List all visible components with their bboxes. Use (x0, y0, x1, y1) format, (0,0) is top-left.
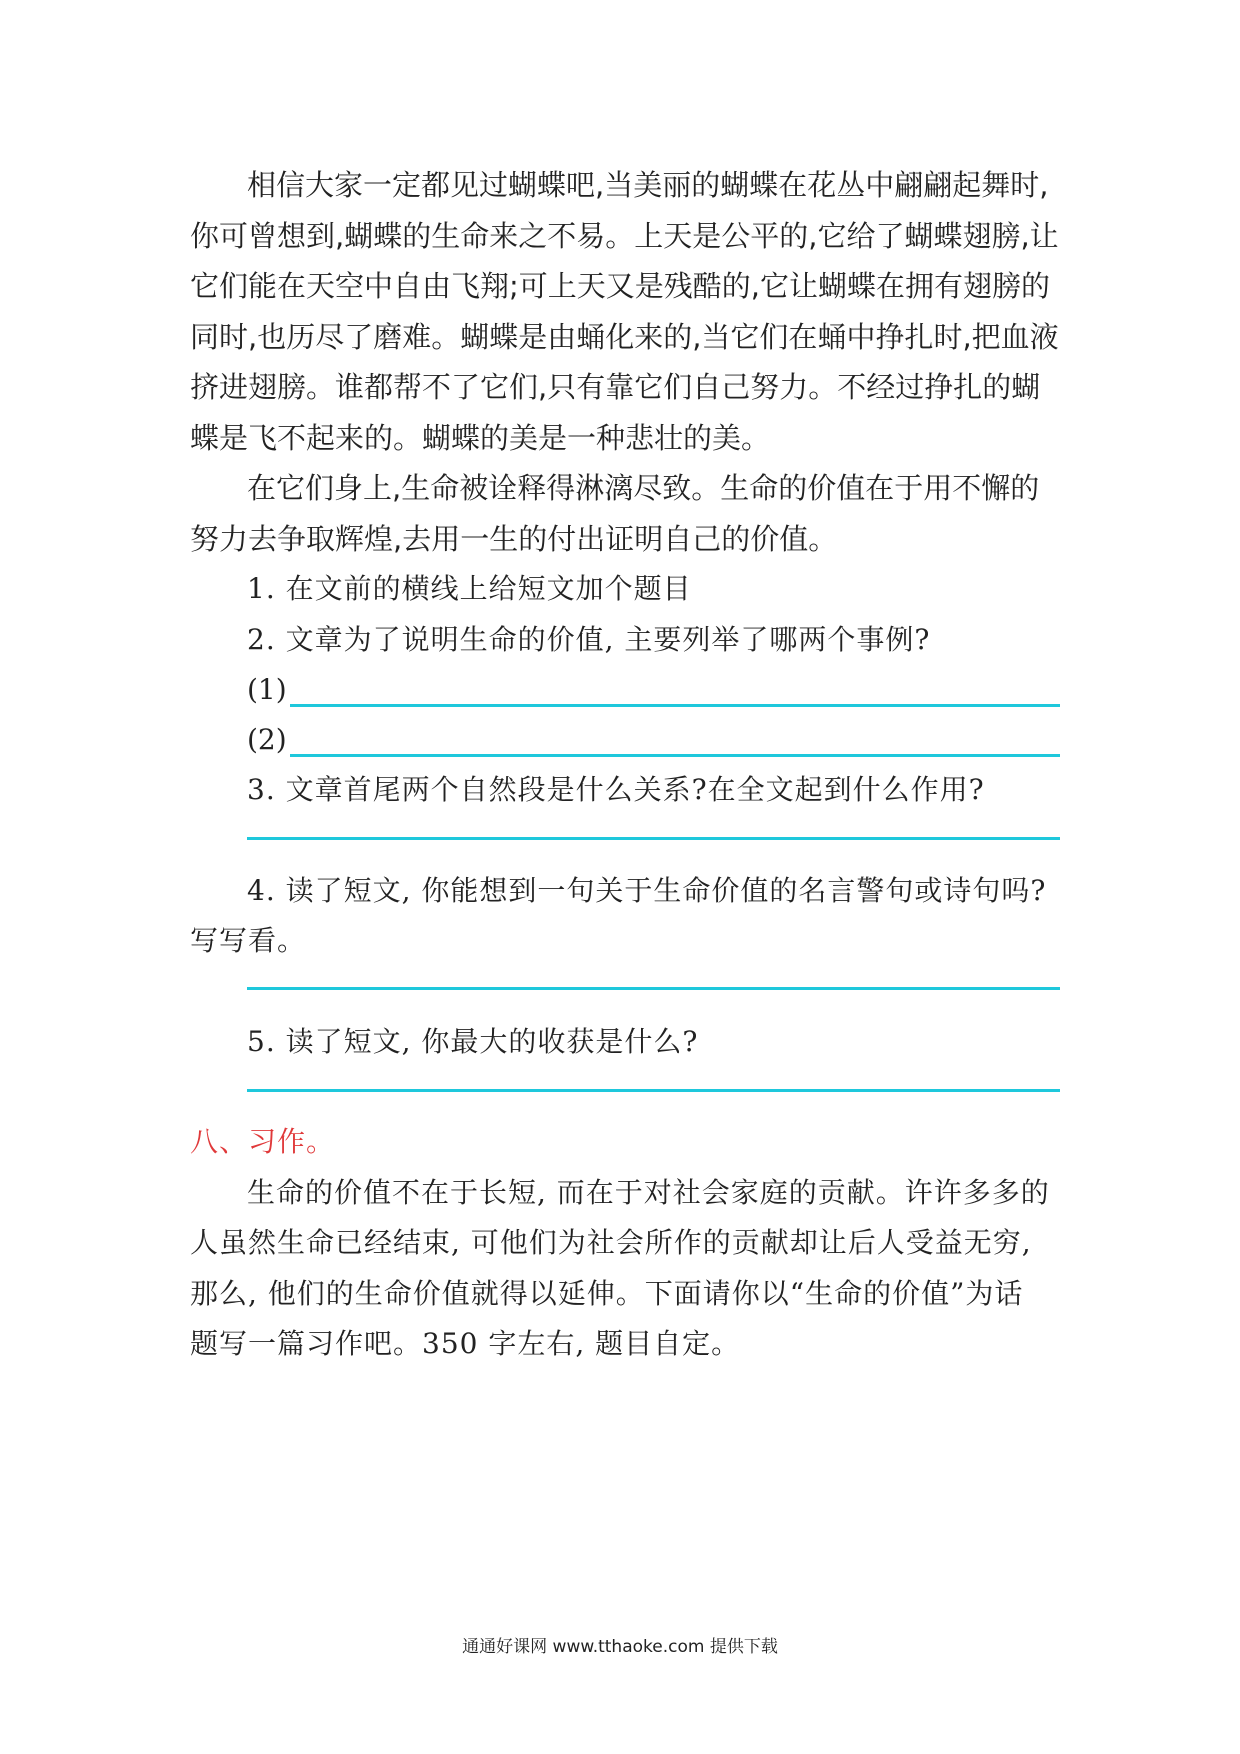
passage-line: 你可曾想到,蝴蝶的生命来之不易。上天是公平的,它给了蝴蝶翅膀,让 (190, 219, 1059, 253)
passage-line: 努力去争取辉煌,去用一生的付出证明自己的价值。 (190, 522, 838, 556)
answer-line[interactable] (290, 704, 1060, 707)
passage-line: 相信大家一定都见过蝴蝶吧,当美丽的蝴蝶在花丛中翩翩起舞时, (247, 168, 1049, 202)
passage-line: 同时,也历尽了磨难。蝴蝶是由蛹化来的,当它们在蛹中挣扎时,把血液 (190, 320, 1059, 354)
answer-row-1 (190, 670, 1060, 710)
footer-credit: 通通好课网 www.tthaoke.com 提供下载 (462, 1637, 778, 1657)
passage-line: 在它们身上,生命被诠释得淋漓尽致。生命的价值在于用不懈的 (247, 471, 1040, 505)
section-heading: 八、习作。 (190, 1125, 336, 1158)
answer-line[interactable] (290, 754, 1060, 757)
answer-label-2: (2) (247, 723, 287, 756)
answer-line[interactable] (247, 1089, 1060, 1092)
question-3: 3. 文章首尾两个自然段是什么关系?在全文起到什么作用? (247, 773, 985, 806)
question-2: 2. 文章为了说明生命的价值, 主要列举了哪两个事例? (247, 623, 931, 656)
passage-line: 蝶是飞不起来的。蝴蝶的美是一种悲壮的美。 (190, 421, 771, 455)
question-5: 5. 读了短文, 你最大的收获是什么? (247, 1025, 699, 1058)
prompt-line: 题写一篇习作吧。350 字左右, 题目自定。 (190, 1327, 741, 1360)
prompt-line: 人虽然生命已经结束, 可他们为社会所作的贡献却让后人受益无穷, (190, 1226, 1032, 1259)
answer-line[interactable] (247, 987, 1060, 990)
question-1: 1. 在文前的横线上给短文加个题目 (247, 572, 692, 605)
question-4: 4. 读了短文, 你能想到一句关于生命价值的名言警句或诗句吗? (247, 874, 1047, 907)
passage-line: 挤进翅膀。谁都帮不了它们,只有靠它们自己努力。不经过挣扎的蝴 (190, 370, 1041, 404)
prompt-line: 生命的价值不在于长短, 而在于对社会家庭的贡献。许许多多的 (247, 1176, 1050, 1209)
prompt-line: 那么, 他们的生命价值就得以延伸。下面请你以“生命的价值”为话 (190, 1277, 1024, 1310)
passage-line: 它们能在天空中自由飞翔;可上天又是残酷的,它让蝴蝶在拥有翅膀的 (190, 269, 1050, 303)
answer-label-1: (1) (247, 673, 287, 706)
answer-line[interactable] (247, 837, 1060, 840)
question-4-continued: 写写看。 (190, 924, 307, 957)
answer-row-2 (190, 720, 1060, 760)
